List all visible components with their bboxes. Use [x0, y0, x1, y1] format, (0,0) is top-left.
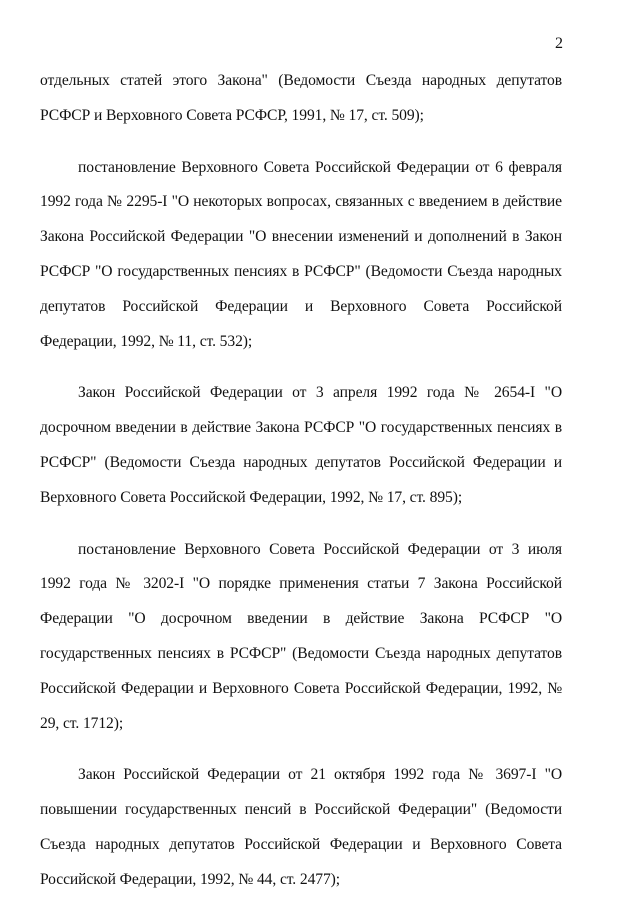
- document-body: [40, 64, 562, 915]
- paragraph-resolution-2295: постановление Верховного Совета Российской Федерации от 6 февраля 1992 года № 2295-I "О некоторых вопросах, связанных с введением в действие Закона Российской Федерации "О внесении изменений и дополнений в Закон РСФСР "О государственных пенсиях в РСФСР" (Ведомости Съезда народных депутатов Российской Федерации и Верховного Совета Российской Федерации, 1992, № 11, ст. 532);: [40, 158, 562, 350]
- paragraph-continuation: отдельных статей этого Закона" (Ведомости Съезда народных депутатов РСФСР и Верховного Совета РСФСР, 1991, № 17, ст. 509);: [40, 72, 562, 124]
- paragraph-resolution-3202: постановление Верховного Совета Российской Федерации от 3 июля 1992 года № 3202-I "О порядке применения статьи 7 Закона Российской Федерации "О досрочном введении в действие Закона РСФСР "О государственных пенсиях в РСФСР" (Ведомости Съезда народных депутатов Российской Федерации и Верховного Совета Российской Федерации, 1992, № 29, ст. 1712);: [40, 540, 562, 732]
- paragraph-law-3697: Закон Российской Федерации от 21 октября 1992 года № 3697-I "О повышении государственных пенсий в Российской Федерации" (Ведомости Съезда народных депутатов Российской Федерации и Верховного Совета Российской Федерации, 1992, № 44, ст. 2477);: [40, 766, 562, 888]
- page-number: 2: [555, 35, 563, 52]
- paragraph-law-2654: Закон Российской Федерации от 3 апреля 1992 года № 2654-I "О досрочном введении в действие Закона РСФСР "О государственных пенсиях в РСФСР" (Ведомости Съезда народных депутатов Российской Федерации и Верховного Совета Российской Федерации, 1992, № 17, ст. 895);: [40, 384, 562, 506]
